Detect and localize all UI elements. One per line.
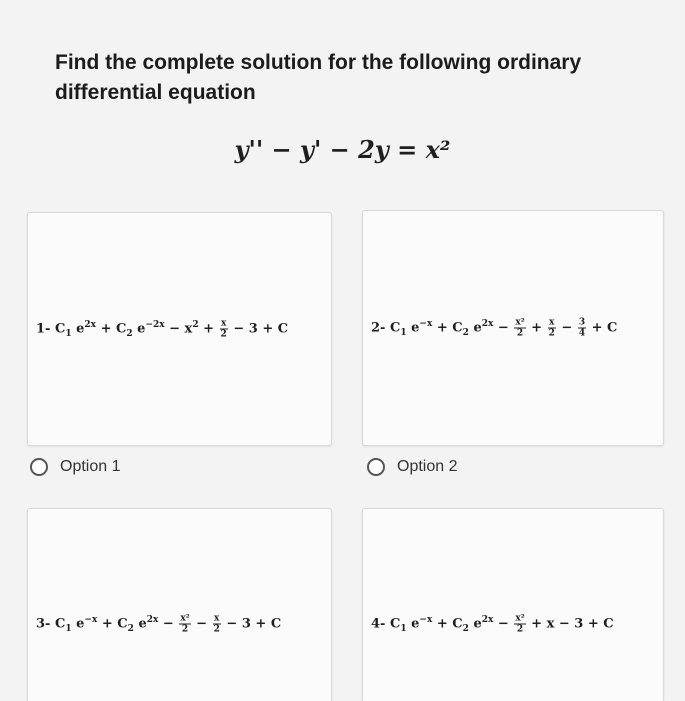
option-1-label: Option 1	[60, 458, 121, 475]
question-line-1: Find the complete solution for the following ordinary	[55, 51, 582, 74]
fraction: $\frac{3}{4}$	[578, 317, 586, 339]
option-1[interactable]	[30, 458, 120, 476]
fraction: $\frac{\text{x²}}{2}$	[515, 317, 525, 339]
choice-card-1[interactable]	[27, 212, 332, 446]
fraction: $\frac{x}{2}$	[548, 317, 555, 339]
fraction: $\frac{x}{2}$	[213, 613, 220, 635]
choice-card-2[interactable]	[362, 210, 664, 446]
fraction: $\frac{x}{2}$	[220, 318, 227, 340]
fraction: $\frac{\text{x²}}{2}$	[180, 613, 190, 635]
choice-card-3[interactable]	[27, 508, 332, 701]
option-2[interactable]	[367, 458, 457, 476]
question-text	[55, 48, 615, 108]
radio-button-icon[interactable]	[367, 458, 385, 476]
fraction: $\frac{\text{x²}}{2}$	[515, 613, 525, 635]
radio-button-icon[interactable]	[30, 458, 48, 476]
choice-3-formula: 3- $C_1$ $e^{-x} + C_2$ $e^{2x}$ − $\frac{\text{x²}}{2}$ − $\frac{x}{2}$ − 3 + C	[36, 613, 282, 635]
choice-1-formula: 1- $C_1$ $e^{2x} + C_2$ $e^{-2x} - x^2$ + $\frac{x}{2}$ − 3 + C	[36, 318, 289, 340]
question-line-2: differential equation	[55, 81, 256, 104]
choice-2-formula: 2- $C_1$ $e^{-x} + C_2$ $e^{2x}$ − $\frac{\text{x²}}{2}$ + $\frac{x}{2}$ − $\frac{3}{4}$ + C	[371, 317, 618, 339]
choice-4-formula: 4- $C_1$ $e^{-x} + C_2$ $e^{2x}$ − $\frac{\text{x²}}{2}$ + x − 3 + C	[371, 613, 614, 635]
choice-card-4[interactable]	[362, 508, 664, 701]
option-2-label: Option 2	[397, 458, 458, 475]
differential-equation: y'' − y' − 2y = x²	[234, 135, 451, 164]
